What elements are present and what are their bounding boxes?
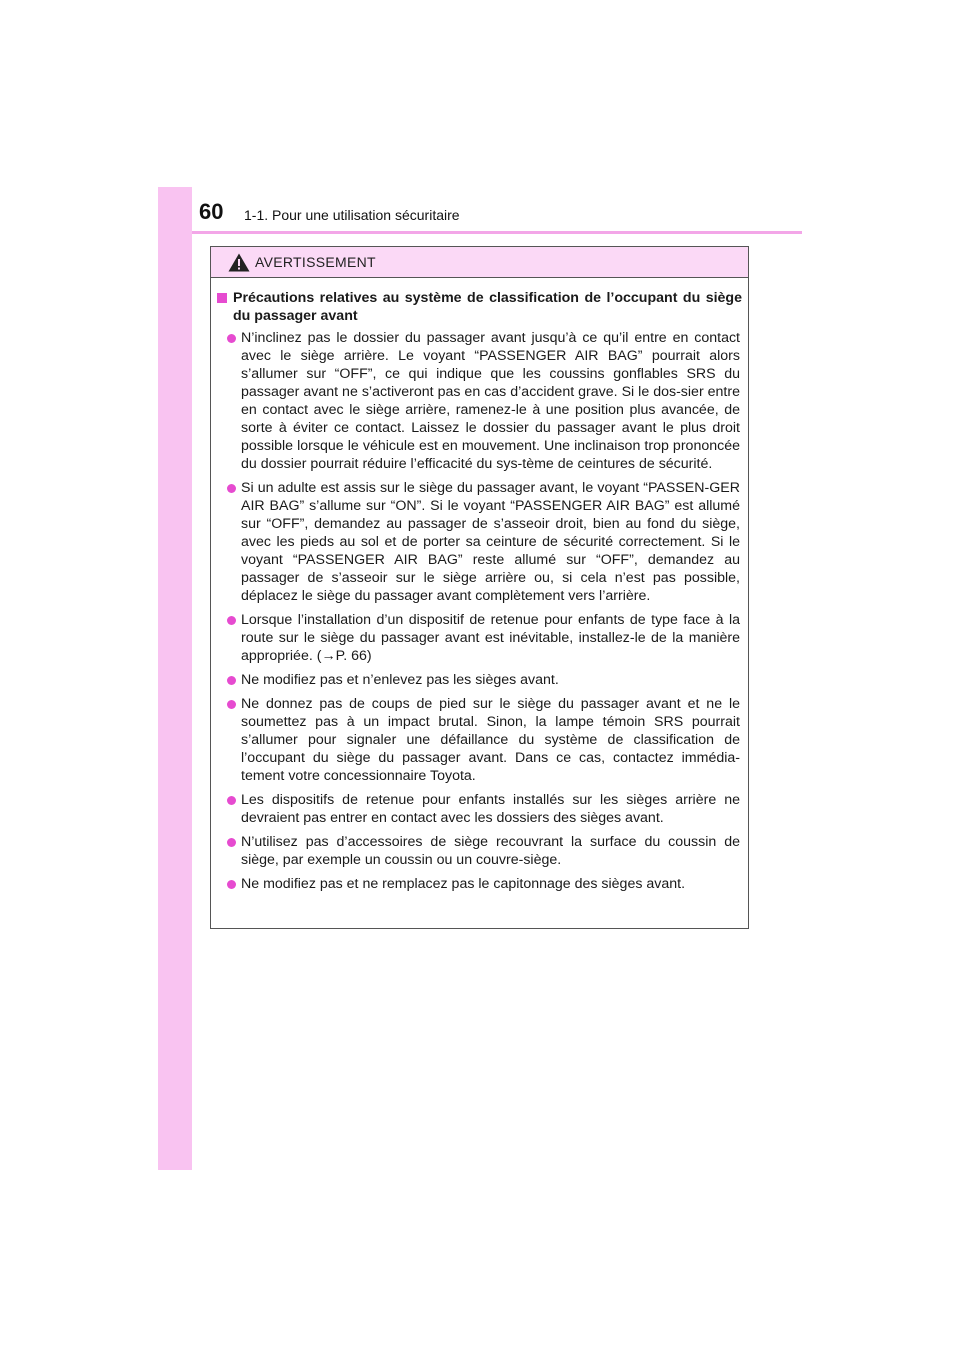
bullet-dot-icon [227,334,236,343]
list-item [217,479,742,605]
bullet-dot-icon [227,880,236,889]
list-item-text: Ne modifiez pas et ne remplacez pas le capitonnage des sièges avant. [241,876,686,892]
section-title: 1-1. Pour une utilisation sécuritaire [244,207,460,223]
list-item [217,329,742,473]
side-strip [158,187,192,1170]
list-item-text: Si un adulte est assis sur le siège du passager avant, le voyant “PASSEN-GER AIR BAG” s’allume sur “ON”. Si le voyant “PASSENGER AIR BAG” est allumé sur “OFF”, demandez au passager de s’asseoir droit, bien au fond du siège, avec les pieds au sol et de porter sa ceinture de sécurité correctement. Si le voyant “PASSENGER AIR BAG” reste allumé sur “OFF”, demandez au passager de s’asseoir sur le siège arrière ou, si cela n’est pas possible, déplacez le siège du passager avant complètement vers l’arrière. [241,480,740,604]
list-item [217,791,742,827]
list-item-text: Les dispositifs de retenue pour enfants installés sur les sièges arrière ne devraient pas entrer en contact avec les dossiers des sièges avant. [241,792,740,826]
bullet-dot-icon [227,700,236,709]
warning-title: AVERTISSEMENT [255,254,376,270]
list-item [217,833,742,869]
list-item [217,611,742,665]
warning-heading-text: Précautions relatives au système de classification de l’occupant du siège du passager avant [233,290,742,324]
bullet-dot-icon [227,484,236,493]
bullet-dot-icon [227,616,236,625]
list-item-text: N’utilisez pas d’accessoires de siège recouvrant la surface du coussin de siège, par exemple un coussin ou un couvre-siège. [241,834,740,868]
bullet-dot-icon [227,838,236,847]
list-item-text: Ne donnez pas de coups de pied sur le siège du passager avant et ne le soumettez pas à un impact brutal. Sinon, la lampe témoin SRS pourrait s’allumer pour signaler une défaillance du système de classification de l’occupant du siège du passager avant. Dans ce cas, contactez immédia-tement votre concessionnaire Toyota. [241,696,740,784]
warning-heading [217,289,742,325]
list-item-text: Lorsque l’installation d’un dispositif de retenue pour enfants de type face à la route sur le siège du passager avant est inévitable, installez-le de la manière appropriée. (→P. 66) [241,612,740,664]
list-item-text: N’inclinez pas le dossier du passager avant jusqu’à ce qu’il entre en contact avec le siège arrière. Le voyant “PASSENGER AIR BAG” pourrait alors s’allumer sur “OFF”, ce qui indique que les coussins gonflables SRS du passager avant ne s’activeront pas en cas d’accident grave. Si le dos-sier entre en contact avec le siège arrière, ramenez-le à une position plus avancée, de sorte à éviter ce contact. Laissez le dossier du passager avant le plus droit possible lorsque le véhicule est en mouvement. Une inclinaison trop prononcée du dossier pourrait réduire l’efficacité du sys-tème de ceintures de sécurité. [241,330,740,472]
header-rule [192,231,802,234]
square-bullet-icon [217,293,227,303]
warning-header [211,247,748,278]
warning-triangle-icon [228,253,250,272]
list-item [217,671,742,689]
warning-body [211,278,748,893]
page-number: 60 [199,199,224,224]
bullet-dot-icon [227,676,236,685]
warning-box [210,246,749,929]
list-item [217,875,742,893]
list-item [217,695,742,785]
list-item-text: Ne modifiez pas et n’enlevez pas les sièges avant. [241,672,559,688]
bullet-dot-icon [227,796,236,805]
